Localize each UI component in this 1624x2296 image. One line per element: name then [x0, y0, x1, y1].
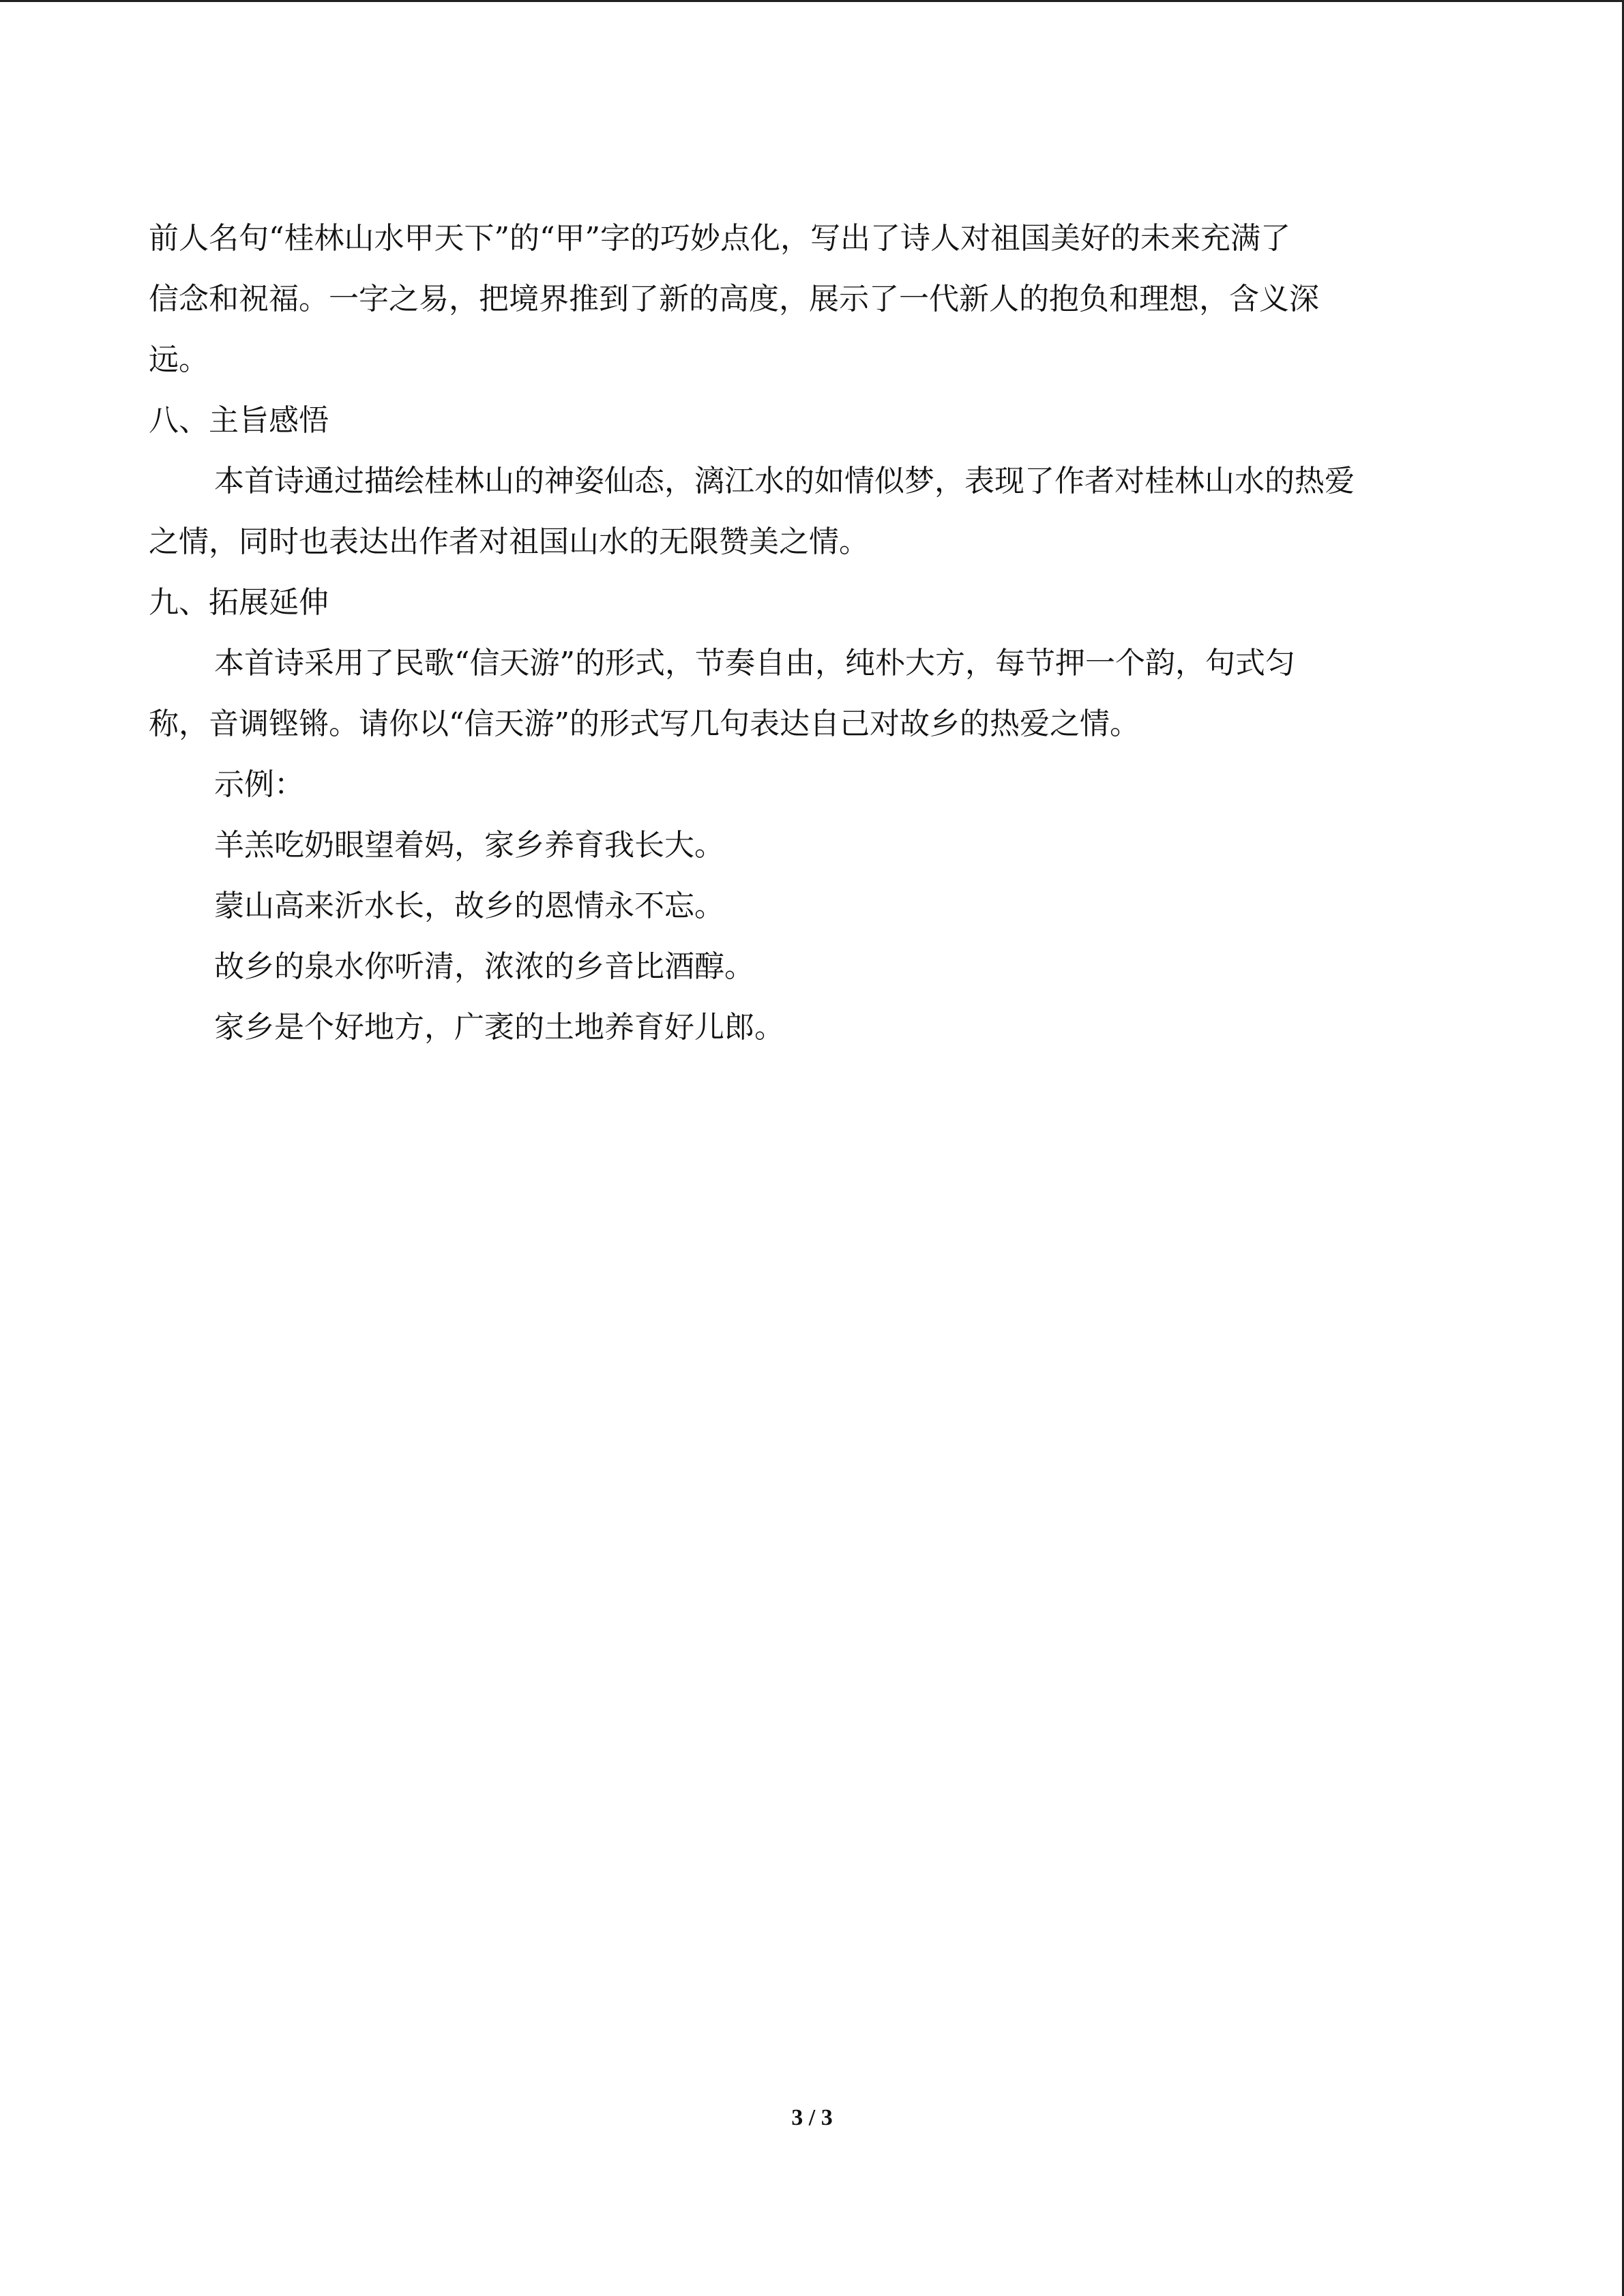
section-heading-extension: 九、拓展延伸	[149, 585, 329, 620]
paragraph-line: 本首诗采用了民歌“信天游”的形式，节奏自由，纯朴大方，每节押一个韵，句式匀	[214, 646, 1295, 681]
example-verse-line: 故乡的泉水你听清，浓浓的乡音比酒醇。	[214, 949, 754, 984]
paragraph-line: 远。	[149, 342, 209, 377]
paragraph-line: 前人名句“桂林山水甲天下”的“甲”字的巧妙点化，写出了诗人对祖国美好的未来充满了	[149, 221, 1290, 256]
example-label: 示例：	[214, 767, 304, 802]
paragraph-line: 本首诗通过描绘桂林山的神姿仙态，漓江水的如情似梦，表现了作者对桂林山水的热爱	[214, 464, 1355, 498]
section-heading-theme: 八、主旨感悟	[149, 403, 329, 438]
paragraph-line: 信念和祝福。一字之易，把境界推到了新的高度，展示了一代新人的抱负和理想，含义深	[149, 282, 1319, 316]
example-verse-line: 蒙山高来沂水长，故乡的恩情永不忘。	[214, 889, 724, 923]
paragraph-line: 称，音调铿锵。请你以“信天游”的形式写几句表达自己对故乡的热爱之情。	[149, 706, 1140, 741]
page-number: 3 / 3	[791, 2105, 833, 2130]
paragraph-line: 之情，同时也表达出作者对祖国山水的无限赞美之情。	[149, 524, 869, 559]
example-verse-line: 家乡是个好地方，广袤的土地养育好儿郎。	[214, 1010, 784, 1045]
example-verse-line: 羊羔吃奶眼望着妈，家乡养育我长大。	[214, 828, 724, 863]
document-body	[149, 208, 1472, 1058]
